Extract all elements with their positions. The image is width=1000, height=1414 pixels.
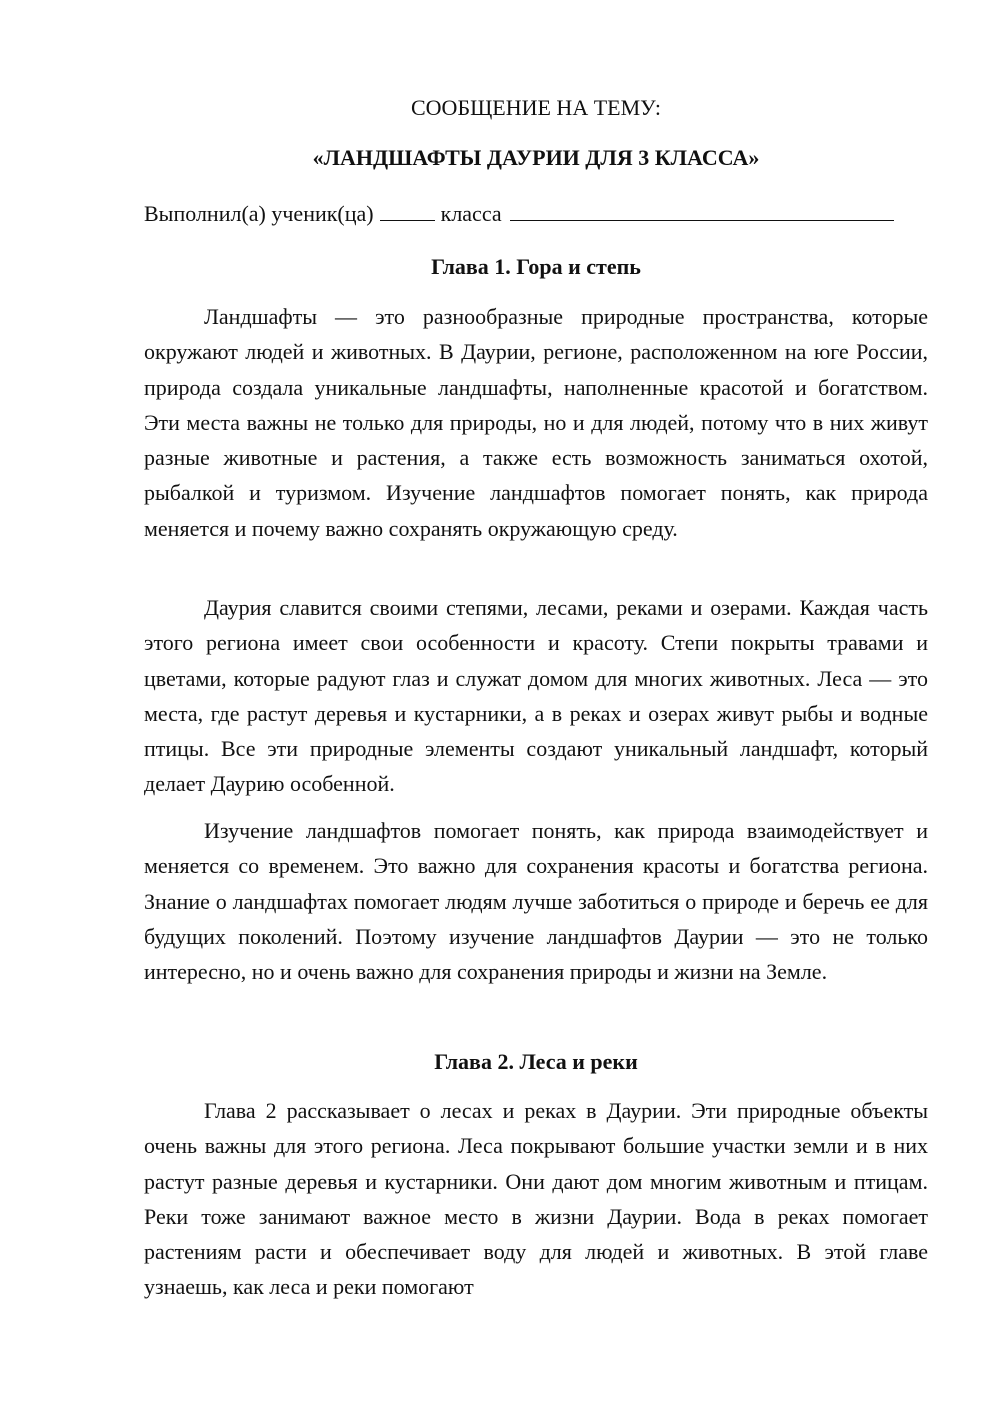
document-title-line2: «ЛАНДШАФТЫ ДАУРИИ ДЛЯ 3 КЛАССА»	[312, 145, 760, 170]
chapter1-paragraph-3: Изучение ландшафтов помогает понять, как природа взаимодействует и меняется со временем. Это важно для сохранения красоты и богатства региона. Знание о ландшафтах помогает людям лучше заботиться о природе и беречь ее для будущих поколений. Поэтому изучение ландшафтов Даурии — это не только интересно, но и очень важно для сохранения природы и жизни на Земле.	[144, 818, 928, 985]
chapter2-heading: Глава 2. Леса и реки	[434, 1049, 638, 1074]
performer-line	[144, 198, 944, 229]
chapter1-paragraph-2: Даурия славится своими степями, лесами, реками и озерами. Каждая часть этого региона имеет свои особенности и красоту. Степи покрыты травами и цветами, которые радуют глаз и служат домом для многих животных. Леса — это места, где растут деревья и кустарники, а в реках и озерах живут рыбы и водные птицы. Все эти природные элементы создают уникальный ландшафт, который делает Даурию особенной.	[144, 595, 928, 797]
chapter1-heading: Глава 1. Гора и степь	[431, 254, 641, 279]
chapter1-paragraph-1: Ландшафты — это разнообразные природные пространства, которые окружают людей и животных. В Даурии, регионе, расположенном на юге России, природа создала уникальные ландшафты, наполненные красотой и богатством. Эти места важны не только для природы, но и для людей, потому что в них живут разные животные и растения, а также есть возможность заниматься охотой, рыбалкой и туризмом. Изучение ландшафтов помогает понять, как природа меняется и почему важно сохранять окружающую среду.	[144, 304, 928, 541]
performer-prefix: Выполнил(а) ученик(ца)	[144, 201, 374, 226]
grade-blank	[380, 198, 435, 221]
performer-class-label: класса	[440, 201, 502, 226]
chapter2-paragraph-1: Глава 2 рассказывает о лесах и реках в Даурии. Эти природные объекты очень важны для этого региона. Леса покрывают большие участки земли и в них растут разные деревья и кустарники. Они дают дом многим животным и птицам. Реки тоже занимают важное место в жизни Даурии. Вода в реках помогает растениям расти и обеспечивает воду для людей и животных. В этой главе узнаешь, как леса и реки помогают	[144, 1098, 928, 1300]
school-blank	[510, 198, 894, 221]
document-title-line1: СООБЩЕНИЕ НА ТЕМУ:	[411, 95, 661, 120]
